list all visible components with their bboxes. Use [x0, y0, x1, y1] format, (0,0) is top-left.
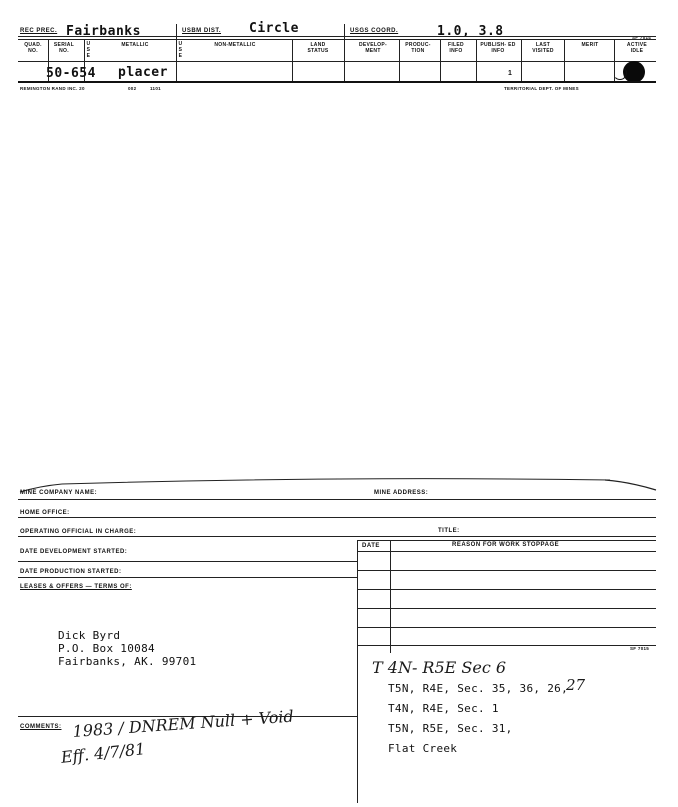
stoppage-row-line: [357, 589, 656, 590]
top-bottom-line: [18, 81, 656, 83]
comments-label: COMMENTS:: [20, 724, 62, 730]
rec-prec-value: Fairbanks: [66, 24, 141, 39]
handwritten-comment: 1983 / DNREM Null + Void: [72, 706, 295, 741]
metallic-value: placer: [118, 65, 168, 80]
mine-company-name-label: MINE COMPANY NAME:: [20, 490, 98, 496]
serial-no-header: SERIAL NO.: [53, 42, 75, 54]
stoppage-row-line: [357, 645, 656, 646]
quad-no-header: QUAD. NO.: [24, 42, 42, 54]
top-divider: [476, 39, 477, 81]
stoppage-row-line: [357, 627, 656, 628]
filed-info-header: FILED INFO: [448, 42, 464, 54]
address-line: Fairbanks, AK. 99701: [58, 655, 197, 668]
reason-stoppage-header: REASON FOR WORK STOPPAGE: [452, 542, 560, 548]
home-office-label: HOME OFFICE:: [20, 510, 70, 516]
published-info-mark: 1: [508, 70, 513, 77]
department-imprint: TERRITORIAL DEPT. OF MINES: [504, 86, 579, 91]
usbm-dist-label: USBM DIST.: [182, 28, 222, 34]
printer-imprint: REMINGTON RAND INC. 20: [20, 86, 85, 91]
top-divider: [292, 39, 293, 81]
active-idle-header: ACTIVE IDLE: [626, 42, 648, 54]
top-divider: [564, 39, 565, 81]
active-indicator-arc: [613, 66, 627, 80]
usbm-dist-value: Circle: [249, 21, 299, 36]
printer-code-1: 002: [128, 86, 137, 91]
date-column-header: DATE: [362, 543, 380, 549]
address-line: P.O. Box 10084: [58, 642, 155, 655]
location-line: Flat Creek: [388, 742, 458, 755]
row-line: [357, 540, 656, 541]
metallic-header: METALLIC: [121, 42, 149, 48]
land-status-header: LAND STATUS: [307, 42, 329, 54]
published-info-header: PUBLISH- ED INFO: [480, 42, 516, 54]
location-line: T4N, R4E, Sec. 1: [388, 702, 499, 715]
location-line: T5N, R5E, Sec. 31,: [388, 722, 513, 735]
top-line-1: [18, 36, 656, 37]
operating-official-label: OPERATING OFFICIAL IN CHARGE:: [20, 529, 137, 535]
mine-address-label: MINE ADDRESS:: [374, 490, 429, 496]
top-divider: [399, 39, 400, 81]
stoppage-row-line: [357, 551, 656, 552]
leases-offers-label: LEASES & OFFERS — TERMS OF:: [20, 584, 132, 590]
form-number-bottom: SF 7015: [630, 646, 650, 651]
stoppage-divider: [357, 540, 358, 653]
row-line: [18, 536, 656, 537]
form-number-top: SF 7014: [632, 35, 652, 40]
top-divider: [344, 24, 345, 81]
right-panel-divider: [357, 653, 358, 803]
printer-code-2: 1101: [150, 86, 161, 91]
development-header: DEVELOP- MENT: [359, 42, 387, 54]
handwritten-location: T 4N- R5E Sec 6: [372, 658, 507, 677]
top-line-3: [18, 61, 656, 62]
address-line: Dick Byrd: [58, 629, 121, 642]
usgs-coord-value: 1.0, 3.8: [437, 24, 504, 39]
row-line: [18, 517, 656, 518]
location-line: T5N, R4E, Sec. 35, 36, 26,: [388, 682, 568, 695]
stoppage-row-line: [357, 570, 656, 571]
stoppage-row-line: [357, 608, 656, 609]
serial-value: 50-654: [46, 66, 96, 81]
handwritten-comment: Eff. 4/7/81: [60, 739, 147, 767]
top-divider: [176, 24, 177, 81]
top-divider: [521, 39, 522, 81]
date-production-label: DATE PRODUCTION STARTED:: [20, 569, 122, 575]
use-header-1: U S E: [86, 41, 91, 59]
use-header-2: U S E: [178, 41, 183, 59]
title-label: TITLE:: [438, 528, 460, 534]
row-line: [18, 577, 357, 578]
non-metallic-header: NON-METALLIC: [214, 42, 256, 48]
date-development-label: DATE DEVELOPMENT STARTED:: [20, 549, 128, 555]
rec-prec-label: REC PREC.: [20, 28, 58, 34]
top-divider: [440, 39, 441, 81]
production-header: PRODUC- TION: [405, 42, 431, 54]
last-visited-header: LAST VISITED: [532, 42, 554, 54]
usgs-coord-label: USGS COORD.: [350, 28, 399, 34]
handwritten-27: 27: [566, 676, 586, 694]
row-line: [18, 561, 357, 562]
stoppage-divider: [390, 540, 391, 653]
top-line-2: [18, 39, 656, 40]
row-line: [18, 499, 656, 500]
card-curl-edge: [0, 470, 678, 500]
merit-header: MERIT: [581, 42, 599, 48]
